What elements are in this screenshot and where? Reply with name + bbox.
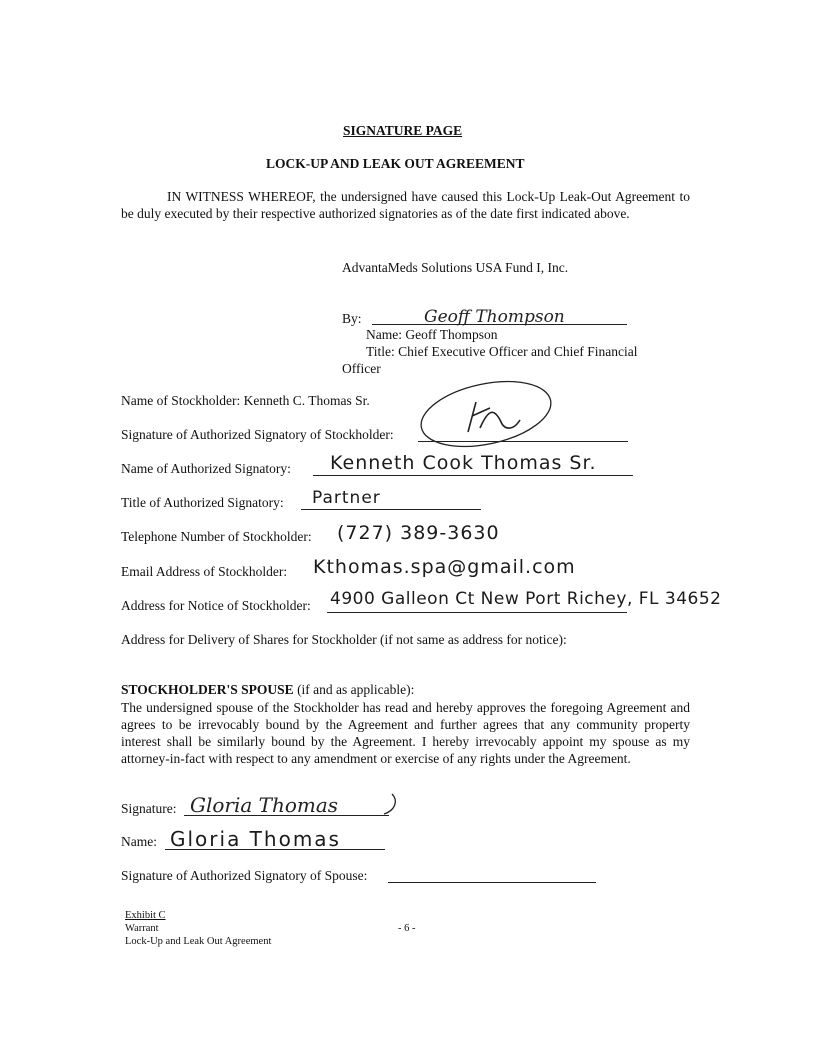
company-name: AdvantaMeds Solutions USA Fund I, Inc. — [342, 260, 569, 275]
spouse-name-label: Name: — [121, 834, 157, 849]
signer-name-value: Geoff Thompson — [405, 327, 498, 342]
delivery-address-label: Address for Delivery of Shares for Stockholder (if not same as address for notice): — [121, 632, 567, 647]
spouse-paragraph: The undersigned spouse of the Stockholder has read and hereby approves the foregoing Agreement and agrees to be irrevocably bound by the Agreement and further agrees that any community property interest shall be similarly bound by the Agreement. I hereby irrevocably appoint my spouse as my attorney-in-fact with respect to any amendment or exercise of any rights under the Agreement. — [121, 700, 690, 766]
company-signature-text: Geoff Thompson — [424, 307, 565, 327]
spouse-auth-signatory-label: Signature of Authorized Signatory of Spouse: — [121, 868, 368, 883]
phone-value: (727) 389-3630 — [337, 522, 500, 544]
auth-signatory-title-line — [301, 509, 481, 510]
page-number: - 6 - — [398, 923, 416, 934]
by-label: By: — [342, 311, 362, 326]
spouse-auth-signatory-line — [388, 882, 596, 883]
company-signature — [420, 300, 565, 330]
spouse-signature-text: Gloria Thomas — [190, 793, 339, 817]
address-label: Address for Notice of Stockholder: — [121, 598, 311, 613]
stockholder-signature-label-main: Signature of Authorized Signatory — [121, 427, 307, 442]
email-value: Kthomas.spa@gmail.com — [313, 556, 576, 578]
spouse-signature — [186, 788, 416, 820]
stockholder-name: Name of Stockholder: Kenneth C. Thomas Sr. — [121, 393, 370, 408]
address-value: 4900 Galleon Ct New Port Richey, FL 34652 — [330, 589, 722, 609]
signer-title — [366, 344, 637, 360]
spouse-signature-label: Signature: — [121, 801, 177, 816]
phone-label: Telephone Number of Stockholder: — [121, 529, 312, 544]
spouse-heading-rest: (if and as applicable): — [297, 682, 415, 697]
auth-signatory-name-line — [313, 475, 633, 476]
signer-name — [366, 327, 498, 343]
auth-signatory-name-value: Kenneth Cook Thomas Sr. — [330, 452, 597, 474]
auth-signatory-title-value: Partner — [312, 488, 381, 508]
spouse-heading — [121, 682, 414, 698]
stockholder-signature-label-rest: of Stockholder: — [309, 427, 394, 442]
auth-signatory-title-label: Title of Authorized Signatory: — [121, 495, 284, 510]
email-label: Email Address of Stockholder: — [121, 564, 288, 579]
signer-title-label: Title: — [366, 344, 395, 359]
signer-title-value: Chief Executive Officer and Chief Financial — [398, 344, 638, 359]
footer-doc-name: Lock-Up and Leak Out Agreement — [125, 936, 272, 947]
footer-exhibit: Exhibit C — [125, 910, 166, 921]
spouse-name-value: Gloria Thomas — [170, 827, 341, 851]
spouse-heading-main: STOCKHOLDER'S SPOUSE — [121, 682, 294, 697]
stockholder-signature — [410, 380, 560, 450]
signer-name-label: Name: — [366, 327, 402, 342]
address-line — [327, 612, 627, 613]
intro-paragraph: IN WITNESS WHEREOF, the undersigned have caused this Lock-Up Leak-Out Agreement to be duly executed by their respective authorized signatories as of the date first indicated above. — [121, 189, 690, 221]
page-title: SIGNATURE PAGE — [343, 123, 463, 138]
footer-doc-type: Warrant — [125, 923, 159, 934]
auth-signatory-name-label: Name of Authorized Signatory: — [121, 461, 291, 476]
signer-title-continued: Officer — [342, 361, 381, 376]
stockholder-signature-label — [121, 427, 394, 443]
agreement-title: LOCK-UP AND LEAK OUT AGREEMENT — [266, 156, 525, 171]
